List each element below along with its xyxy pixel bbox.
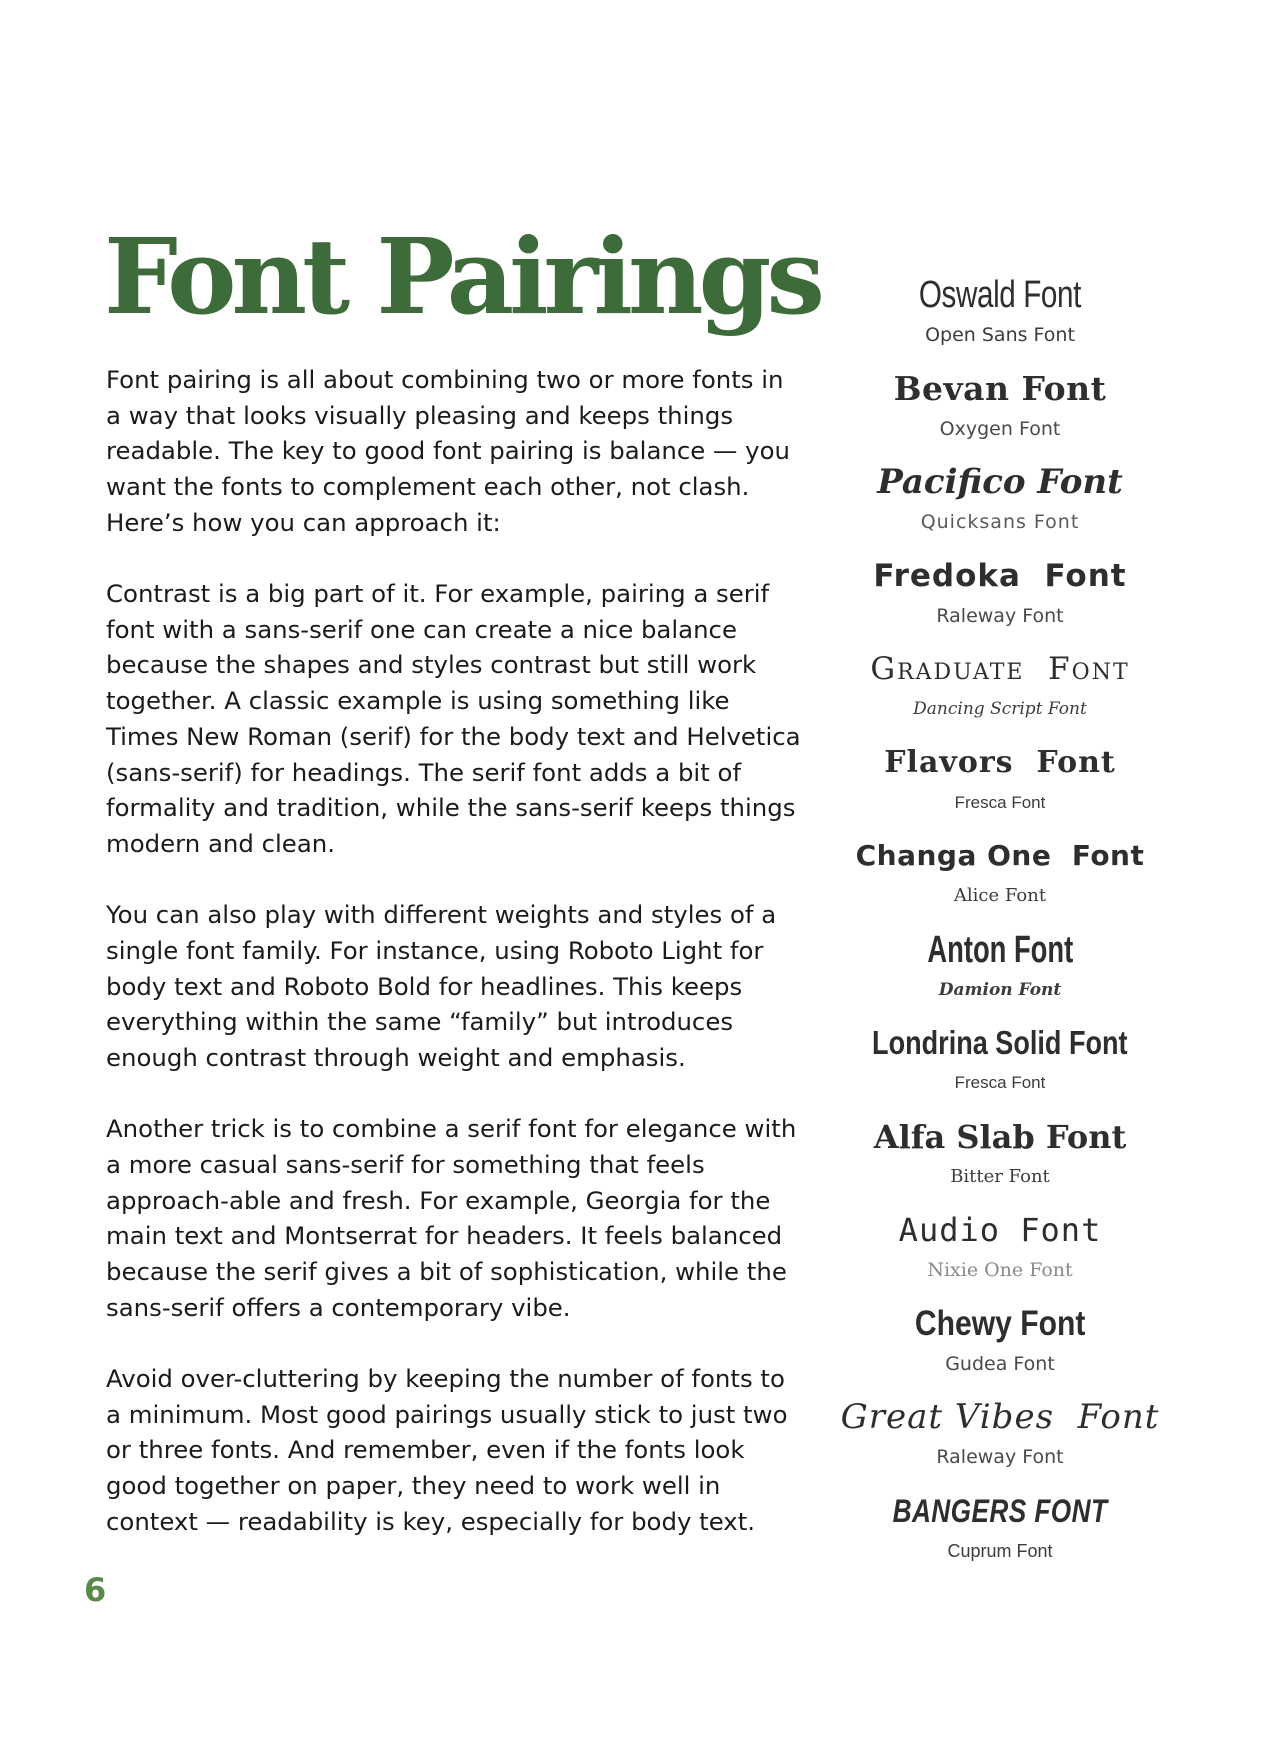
font-pairings-list [830,268,1170,1577]
secondary-font-sample: Open Sans Font [925,324,1075,346]
primary-font-sample: Alfa Slab Font [873,1117,1127,1156]
pairing-item [830,1203,1170,1297]
primary-font-sample: Londrina Solid Font [872,1024,1128,1061]
paragraph-intro: Font pairing is all about combining two or more fonts in a way that looks visually pleasing and keeps things readable. The key to good font pairing is balance — you want the fonts to complement each other, not clash. Here’s how you can approach it: [106,365,790,537]
primary-font-sample: Chewy Font [914,1303,1086,1343]
pairing-item [830,1297,1170,1391]
body-text [106,362,806,1575]
pairing-item [830,923,1170,1017]
pairing-item [830,362,1170,456]
secondary-font-sample: Fresca Font [954,792,1046,812]
secondary-font-sample: Oxygen Font [939,417,1061,440]
primary-font-sample: Changa One Font [855,839,1145,872]
primary-font-sample: Bevan Font [893,368,1107,408]
pairing-item [830,268,1170,362]
primary-font-sample: Graduate Font [870,651,1130,687]
secondary-font-sample: Bitter Font [950,1165,1050,1187]
pairing-item [830,455,1170,549]
secondary-font-sample: Raleway Font [936,1446,1064,1468]
paragraph-serif-sans: Another trick is to combine a serif font for elegance with a more casual sans-serif for something that feels approach-able and fresh. For example, Georgia for the main text and Montserrat for headers. It feels balanced because the serif gives a bit of sophistication, while the sans-serif offers a contemporary vibe. [106,1114,797,1322]
page-title: Font Pairings [104,215,820,338]
pairing-item [830,736,1170,830]
primary-font-sample: Anton Font [927,928,1073,971]
secondary-font-sample: Gudea Font [945,1352,1055,1375]
primary-font-sample: Oswald Font [918,274,1082,316]
primary-font-sample: BANGERS FONT [892,1492,1108,1529]
pairing-item [830,1016,1170,1110]
page-number: 6 [84,1571,107,1609]
secondary-font-sample: Nixie One Font [927,1259,1073,1281]
secondary-font-sample: Raleway Font [936,604,1064,627]
primary-font-sample: Fredoka Font [873,557,1127,594]
pairing-item [830,1390,1170,1484]
primary-font-sample: Great Vibes Font [840,1397,1160,1437]
secondary-font-sample: Alice Font [953,885,1047,906]
secondary-font-sample: Quicksans Font [920,511,1080,533]
secondary-font-sample: Cuprum Font [947,1540,1053,1561]
pairing-item [830,1110,1170,1204]
secondary-font-sample: Fresca Font [954,1073,1046,1092]
primary-font-sample: Flavors Font [884,744,1116,780]
pairing-item [830,642,1170,736]
secondary-font-sample: Damion Font [938,979,1062,1000]
pairing-item [830,1484,1170,1578]
pairing-item [830,549,1170,643]
primary-font-sample: Audio Font [898,1211,1102,1249]
paragraph-weights: You can also play with different weights and styles of a single font family. For instance, using Roboto Light for body text and Roboto Bold for headlines. This keeps everything within the same “family” but introduces enough contrast through weight and emphasis. [106,900,777,1072]
secondary-font-sample: Dancing Script Font [913,699,1087,719]
paragraph-avoid-clutter: Avoid over-cluttering by keeping the number of fonts to a minimum. Most good pairings usually stick to just two or three fonts. And remember, even if the fonts look good together on paper, they need to work well in context — readability is key, especially for body text. [106,1363,788,1536]
pairing-item [830,829,1170,923]
primary-font-sample: Pacifico Font [877,462,1123,502]
paragraph-contrast: Contrast is a big part of it. For example, pairing a serif font with a sans-serif one can create a nice balance because the shapes and styles contrast but still work together. A classic example is using something like Times New Roman (serif) for the body text and Helvetica (sans-serif) for headings. The serif font adds a bit of formality and tradition, while the sans-serif keeps things modern and clean. [106,579,801,858]
